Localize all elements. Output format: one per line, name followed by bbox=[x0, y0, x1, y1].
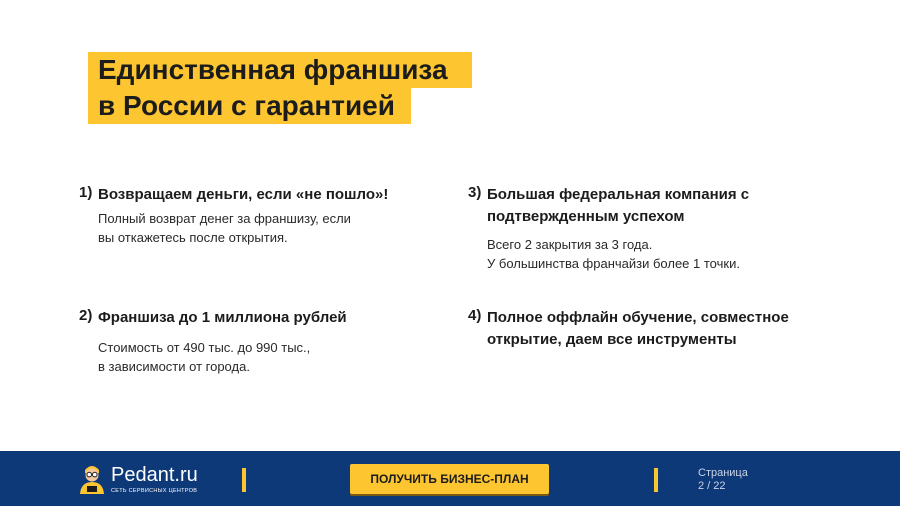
brand-logo[interactable] bbox=[78, 461, 198, 497]
logo-subtitle: СЕТЬ СЕРВИСНЫХ ЦЕНТРОВ bbox=[111, 488, 198, 494]
item-description bbox=[487, 235, 807, 273]
title-line-1: Единственная франшиза bbox=[88, 52, 472, 88]
divider-bar-left bbox=[242, 468, 246, 492]
divider-bar-right bbox=[654, 468, 658, 492]
footer-bar bbox=[0, 451, 900, 506]
title-line-2: в России с гарантией bbox=[88, 88, 411, 124]
item-number: 3) bbox=[468, 184, 482, 201]
page-indicator bbox=[698, 467, 748, 493]
item-heading bbox=[487, 184, 847, 228]
desc-line: У большинства франчайзи более 1 точки. bbox=[487, 256, 740, 271]
item-number: 1) bbox=[79, 184, 93, 201]
desc-line: Стоимость от 490 тыс. до 990 тыс., bbox=[98, 340, 311, 355]
heading-line: Полное оффлайн обучение, совместное bbox=[487, 309, 789, 326]
heading-line: открытие, даем все инструменты bbox=[487, 331, 737, 348]
item-description bbox=[98, 209, 418, 247]
mascot-logo-icon bbox=[78, 461, 106, 495]
desc-line: в зависимости от города. bbox=[98, 359, 250, 374]
item-number: 2) bbox=[79, 307, 93, 324]
page-label: Страница bbox=[698, 467, 748, 479]
heading-line: подтвержденным успехом bbox=[487, 208, 685, 225]
item-heading: Возвращаем деньги, если «не пошло»! bbox=[98, 186, 389, 203]
desc-line: Всего 2 закрытия за 3 года. bbox=[487, 237, 653, 252]
desc-line: Полный возврат денег за франшизу, если bbox=[98, 211, 351, 226]
desc-line: вы откажетесь после открытия. bbox=[98, 230, 288, 245]
item-heading: Франшиза до 1 миллиона рублей bbox=[98, 309, 347, 326]
slide-title bbox=[88, 52, 472, 124]
logo-name: Pedant.ru bbox=[111, 464, 198, 486]
item-description bbox=[98, 338, 418, 376]
heading-line: Большая федеральная компания с bbox=[487, 186, 750, 203]
item-heading bbox=[487, 307, 847, 351]
item-number: 4) bbox=[468, 307, 482, 324]
get-business-plan-button[interactable]: ПОЛУЧИТЬ БИЗНЕС-ПЛАН bbox=[350, 464, 549, 494]
page-counter: 2 / 22 bbox=[698, 480, 726, 492]
